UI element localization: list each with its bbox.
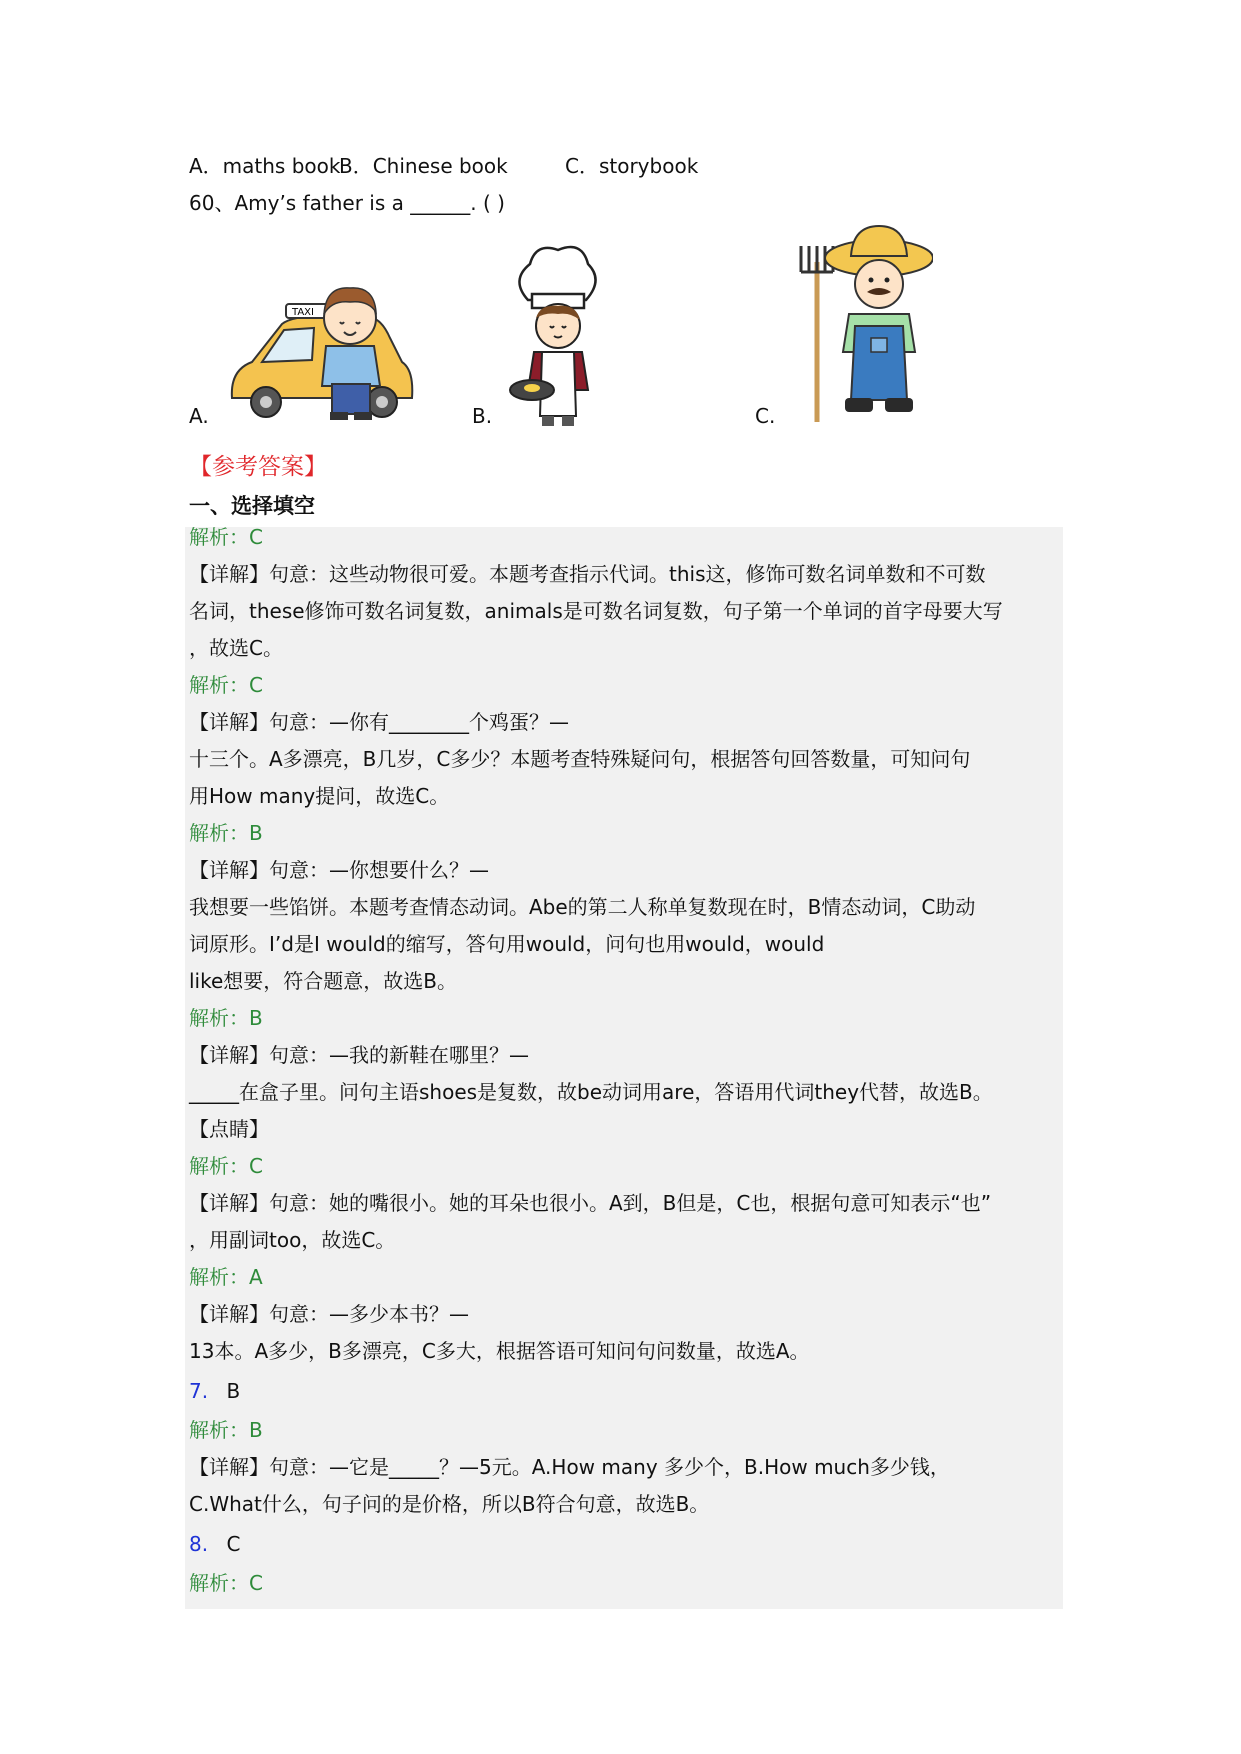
q59-option-a: A．maths book [189,154,341,178]
answer-line: 解析：B [189,1006,263,1030]
answer-line: 解析：C [189,673,263,697]
q8-number: 8. [189,1532,209,1556]
answer-line: 【详解】句意：—你想要什么？— [189,858,489,882]
answer-line: 【点睛】 [189,1117,269,1141]
answer-line: _____在盒子里。问句主语shoes是复数，故be动词用are，答语用代词they代替，故选B。 [189,1080,993,1104]
answer-line: 十三个。A多漂亮，B几岁，C多少？本题考查特殊疑问句，根据答句回答数量，可知问句 [189,747,971,771]
answer-line: 词原形。I’d是I would的缩写，答句用would，问句也用would，would [189,932,825,956]
taxi-driver-illustration [222,278,418,430]
q59-option-c: C．storybook [565,154,699,178]
answer-line: ，故选C。 [189,636,283,660]
q8-answer [189,1530,240,1558]
answer-line: 解析：C [189,1571,263,1595]
answer-line: 我想要一些馅饼。本题考查情态动词。Abe的第二人称单复数现在时，B情态动词，C助动 [189,895,976,919]
q60-label-c: C. [755,404,776,428]
answer-line: 【详解】句意：—你有________个鸡蛋？— [189,710,569,734]
answer-line: 解析：B [189,1418,263,1442]
chef-illustration [508,240,604,430]
section-title: 一、选择填空 [189,494,315,518]
answer-line: ，用副词too，故选C。 [189,1228,396,1252]
q59-option-b: B．Chinese book [339,154,508,178]
answer-line: 13本。A多少，B多漂亮，C多大，根据答语可知问句问数量，故选A。 [189,1339,810,1363]
answer-line: 用How many提问，故选C。 [189,784,450,808]
answer-line: 名词，these修饰可数名词复数，animals是可数名词复数，句子第一个单词的首字母要大写 [189,599,1003,623]
q7-choice: B [226,1379,241,1403]
farmer-illustration [793,222,933,432]
svg-text:TAXI: TAXI [292,307,314,318]
answer-line: 解析：B [189,821,263,845]
q7-answer [189,1377,240,1405]
q8-choice: C [226,1532,241,1556]
answer-line: like想要，符合题意，故选B。 [189,969,458,993]
answer-line: 【详解】句意：—多少本书？— [189,1302,469,1326]
answer-line: 解析：A [189,1265,263,1289]
answer-line: 【详解】句意：她的嘴很小。她的耳朵也很小。A到，B但是，C也，根据句意可知表示“也” [189,1191,992,1215]
q60-label-b: B. [472,404,493,428]
answer-line: C.What什么，句子问的是价格，所以B符合句意，故选B。 [189,1492,710,1516]
answer-header: 【参考答案】 [189,454,327,480]
answer-line: 解析：C [189,1154,263,1178]
answer-line: 【详解】句意：—它是_____？—5元。A.How many 多少个，B.How much多少钱， [189,1455,950,1479]
q7-number: 7. [189,1379,209,1403]
q60-label-a: A. [189,404,209,428]
answer-line: 【详解】句意：—我的新鞋在哪里？— [189,1043,529,1067]
q60-question: 60、Amy’s father is a ______. ( ) [189,191,505,215]
answer-line: 【详解】句意：这些动物很可爱。本题考查指示代词。this这，修饰可数名词单数和不可数 [189,562,986,586]
answer-line: 解析：C [189,525,263,549]
